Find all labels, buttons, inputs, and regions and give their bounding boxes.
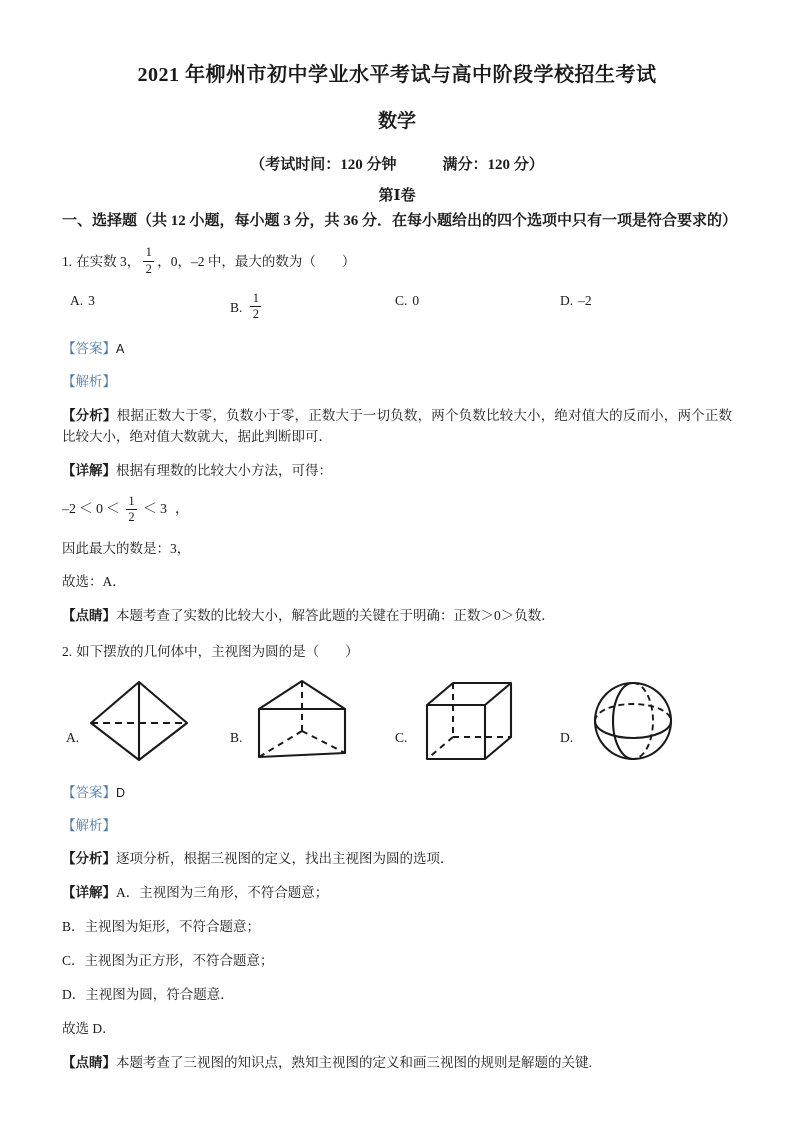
question-1-formula [62, 496, 732, 526]
analysis-tag: 【分析】 [62, 407, 117, 423]
question-2-conclusion: 故选 D． [62, 1020, 116, 1036]
question-1-stem-fraction: $\frac{1}{2}$ [143, 246, 154, 276]
question-2-answer-value: D [116, 785, 126, 800]
question-2-stem [62, 641, 732, 663]
question-2-option-a[interactable]: A. [66, 675, 195, 767]
formula-tail: ， [175, 502, 189, 518]
exam-time: （考试时间：120 分钟 [250, 157, 397, 173]
detail-tag: 【详解】 [62, 463, 116, 479]
question-1-number: 1. [62, 254, 73, 270]
question-1-stem-after: ，0，–2 中，最大的数为（ [157, 254, 316, 270]
question-2-option-b[interactable]: B. [230, 675, 358, 767]
sphere-icon [577, 675, 689, 767]
option-c-value: 0 [412, 292, 420, 308]
question-1-conclusion-1: 因此最大的数是：3， [62, 540, 191, 556]
question-1-explain-line [62, 371, 732, 393]
question-1-option-c[interactable]: C. 0 [395, 292, 420, 308]
analysis-tag: 【分析】 [62, 851, 116, 867]
bipyramid-icon [83, 675, 195, 767]
question-2-choice-c: C．主视图为正方形，不符合题意； [62, 953, 274, 969]
question-1-conclusion-2: 故选：A． [62, 574, 126, 590]
formula-cmp-1: ＜ [79, 502, 93, 518]
explain-tag: 【解析】 [62, 817, 116, 833]
analysis-text: 根据正数大于零，负数小于零，正数大于一切负数，两个负数比较大小，绝对值大的反而小，两个正数比较大小，绝对值大数就大，据此判断即可． [62, 407, 733, 445]
question-1-answer-line [62, 338, 732, 360]
exam-total-score: 满分：120 分） [442, 157, 544, 173]
formula-cmp-2: ＜ [106, 502, 120, 518]
paper-number: 第Ⅰ卷 [378, 188, 416, 204]
formula-mid: 0 [96, 502, 103, 518]
answer-tag: 【答案】 [62, 340, 116, 356]
explain-tag: 【解析】 [62, 373, 116, 389]
question-2-stem-text: 如下摆放的几何体中，主视图为圆的是（ [76, 644, 320, 660]
subject-title: 数学 [377, 111, 416, 132]
question-2-options [62, 675, 732, 771]
option-b-fraction: $\frac{1}{2}$ [250, 292, 261, 322]
question-1-stem [62, 247, 732, 277]
question-1-answer-value: A [116, 341, 125, 356]
triangular-prism-icon [246, 675, 358, 767]
question-1-analysis [62, 405, 732, 449]
analysis-text: 逐项分析，根据三视图的定义，找出主视图为圆的选项． [116, 851, 454, 867]
question-1-option-a[interactable]: A. 3 [70, 292, 95, 308]
point-text: 本题考查了三视图的知识点，熟知主视图的定义和画三视图的规则是解题的关键. [116, 1054, 592, 1070]
formula-cmp-3: ＜ [143, 502, 157, 518]
question-2-point [62, 1052, 732, 1074]
question-1-option-d[interactable]: D. –2 [560, 292, 592, 308]
point-tag: 【点睛】 [62, 1054, 116, 1070]
detail-text: A．主视图为三角形，不符合题意； [116, 885, 329, 901]
question-2-analysis [62, 848, 732, 870]
cube-icon [411, 675, 523, 767]
question-2-detail [62, 882, 732, 904]
page-title: 2021 年柳州市初中学业水平考试与高中阶段学校招生考试 [137, 64, 657, 86]
question-1-stem-before: 在实数 3， [76, 254, 141, 270]
question-2-choice-b: B．主视图为矩形，不符合题意； [62, 919, 261, 935]
question-2-option-c[interactable]: C. [395, 675, 523, 767]
section-heading: 一、选择题（共 12 小题，每小题 3 分，共 36 分．在每小题给出的四个选项中只有一项是符合要求的） [62, 213, 738, 229]
question-2-number: 2. [62, 644, 73, 660]
question-2-stem-close: ） [345, 644, 359, 660]
formula-right: 3 [160, 502, 167, 518]
question-1-stem-close: ） [341, 254, 356, 270]
answer-tag: 【答案】 [62, 784, 116, 800]
option-a-value: 3 [88, 292, 95, 308]
question-1-option-b[interactable]: B. $\frac{1}{2}$ [230, 293, 264, 323]
question-2-choice-d: D．主视图为圆，符合题意． [62, 986, 234, 1002]
detail-tag: 【详解】 [62, 885, 116, 901]
detail-text: 根据有理数的比较大小方法，可得： [116, 463, 332, 479]
question-2-option-d[interactable]: D. [560, 675, 689, 767]
point-tag: 【点睛】 [62, 608, 116, 624]
question-2-answer-line [62, 782, 732, 804]
point-text: 本题考查了实数的比较大小，解答此题的关键在于明确：正数＞0＞负数． [116, 608, 555, 624]
document-body [62, 0, 738, 1074]
exam-info [62, 153, 732, 174]
option-d-value: –2 [578, 292, 592, 308]
question-2-explain-line [62, 815, 732, 837]
formula-left: –2 [62, 502, 76, 518]
question-1-options [62, 285, 732, 327]
question-1-point [62, 605, 732, 627]
formula-fraction: $\frac{1}{2}$ [126, 495, 137, 525]
question-1-detail [62, 460, 732, 482]
